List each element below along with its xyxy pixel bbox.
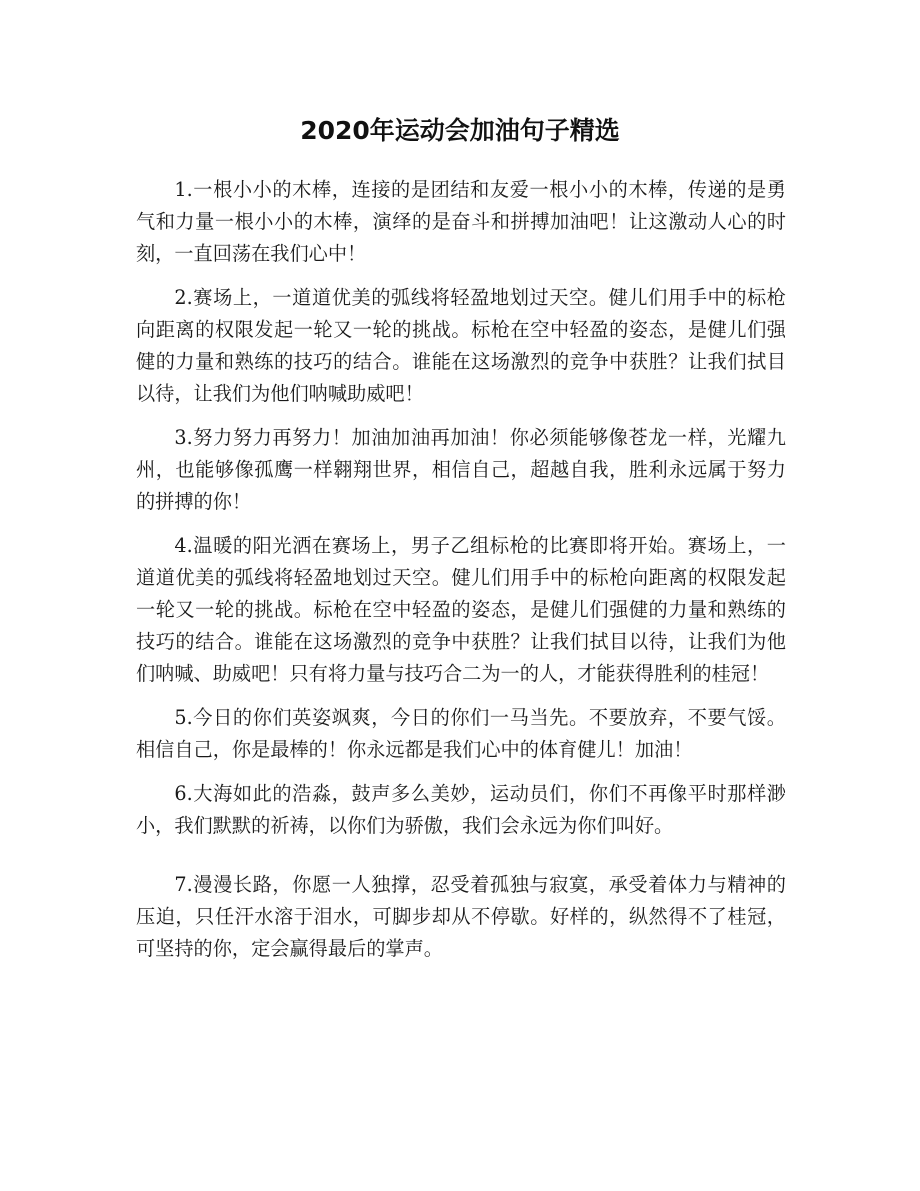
paragraph-2: 2.赛场上，一道道优美的弧线将轻盈地划过天空。健儿们用手中的标枪向距离的权限发起一轮又一轮的挑战。标枪在空中轻盈的姿态，是健儿们强健的力量和熟练的技巧的结合。谁能在这场激烈的竞争中获胜？让我们拭目以待，让我们为他们呐喊助威吧！ [136,286,786,405]
paragraph-7: 7.漫漫长路，你愿一人独撑，忍受着孤独与寂寞，承受着体力与精神的压迫，只任汗水溶于泪水，可脚步却从不停歇。好样的，纵然得不了桂冠，可坚持的你，定会赢得最后的掌声。 [136,873,786,960]
paragraph-5: 5.今日的你们英姿飒爽，今日的你们一马当先。不要放弃，不要气馁。相信自己，你是最棒的！你永远都是我们心中的体育健儿！加油！ [136,706,786,761]
paragraph-4: 4.温暖的阳光洒在赛场上，男子乙组标枪的比赛即将开始。赛场上，一道道优美的弧线将轻盈地划过天空。健儿们用手中的标枪向距离的权限发起一轮又一轮的挑战。标枪在空中轻盈的姿态，是健儿们强健的力量和熟练的技巧的结合。谁能在这场激烈的竞争中获胜？让我们拭目以待，让我们为他们呐喊、助威吧！只有将力量与技巧合二为一的人，才能获得胜利的桂冠！ [136,534,786,685]
document-body [136,174,786,977]
document-title: 2020年运动会加油句子精选 [300,116,620,145]
paragraph-3: 3.努力努力再努力！加油加油再加油！你必须能够像苍龙一样，光耀九州，也能够像孤鹰一样翱翔世界，相信自己，超越自我，胜利永远属于努力的拼搏的你！ [136,426,786,513]
paragraph-1: 1.一根小小的木棒，连接的是团结和友爱一根小小的木棒，传递的是勇气和力量一根小小的木棒，演绎的是奋斗和拼搏加油吧！让这激动人心的时刻，一直回荡在我们心中！ [136,178,786,265]
paragraph-6: 6.大海如此的浩淼，鼓声多么美妙，运动员们，你们不再像平时那样渺小，我们默默的祈祷，以你们为骄傲，我们会永远为你们叫好。 [136,782,786,837]
